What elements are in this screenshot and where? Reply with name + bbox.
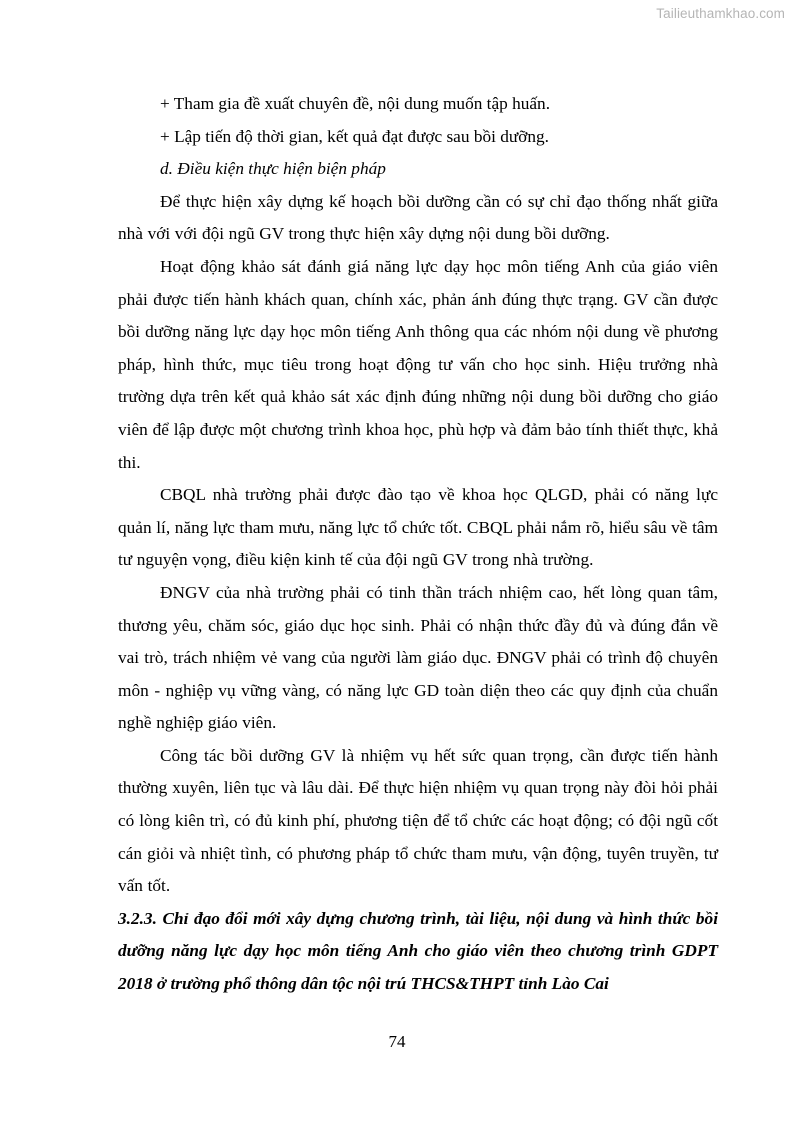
document-body (118, 88, 718, 1001)
bullet-item: + Tham gia đề xuất chuyên đề, nội dung muốn tập huấn. (160, 94, 551, 113)
section-heading: 3.2.3. Chỉ đạo đổi mới xây dựng chương trình, tài liệu, nội dung và hình thức bồi dưỡng năng lực dạy học môn tiếng Anh cho giáo viên theo chương trình GDPT 2018 ở trường phổ thông dân tộc nội trú THCS&THPT tỉnh Lào Cai (118, 908, 718, 994)
paragraph: Hoạt động khảo sát đánh giá năng lực dạy học môn tiếng Anh của giáo viên phải được tiến hành khách quan, chính xác, phản ánh đúng thực trạng. GV cần được bồi dưỡng năng lực dạy học môn tiếng Anh thông qua các nhóm nội dung về phương pháp, hình thức, mục tiêu trong hoạt động tư vấn cho học sinh. Hiệu trưởng nhà trường dựa trên kết quả khảo sát xác định đúng những nội dung bồi dưỡng cho giáo viên để lập được một chương trình khoa học, phù hợp và đảm bảo tính thiết thực, khả thi. (118, 256, 718, 472)
paragraph: ĐNGV của nhà trường phải có tinh thần trách nhiệm cao, hết lòng quan tâm, thương yêu, chăm sóc, giáo dục học sinh. Phải có nhận thức đầy đủ và đúng đắn về vai trò, trách nhiệm vẻ vang của người làm giáo dục. ĐNGV phải có trình độ chuyên môn - nghiệp vụ vững vàng, có năng lực GD toàn diện theo các quy định của chuẩn nghề nghiệp giáo viên. (118, 582, 718, 733)
watermark: Tailieuthamkhao.com (656, 6, 785, 21)
page-number: 74 (388, 1032, 406, 1051)
subheading: d. Điều kiện thực hiện biện pháp (160, 159, 386, 179)
paragraph: Để thực hiện xây dựng kế hoạch bồi dưỡng cần có sự chỉ đạo thống nhất giữa nhà với với đội ngũ GV trong thực hiện xây dựng nội dung bồi dưỡng. (118, 191, 718, 244)
paragraph: Công tác bồi dưỡng GV là nhiệm vụ hết sức quan trọng, cần được tiến hành thường xuyên, liên tục và lâu dài. Để thực hiện nhiệm vụ quan trọng này đòi hỏi phải có lòng kiên trì, có đủ kinh phí, phương tiện để tổ chức các hoạt động; có đội ngũ cốt cán giỏi và nhiệt tình, có phương pháp tổ chức tham mưu, vận động, tuyên truyền, tư vấn tốt. (118, 745, 718, 896)
paragraph: CBQL nhà trường phải được đào tạo về khoa học QLGD, phải có năng lực quản lí, năng lực tham mưu, năng lực tổ chức tốt. CBQL phải nắm rõ, hiểu sâu về tâm tư nguyện vọng, điều kiện kinh tế của đội ngũ GV trong nhà trường. (118, 485, 718, 570)
bullet-item: + Lập tiến độ thời gian, kết quả đạt được sau bồi dưỡng. (160, 126, 549, 146)
